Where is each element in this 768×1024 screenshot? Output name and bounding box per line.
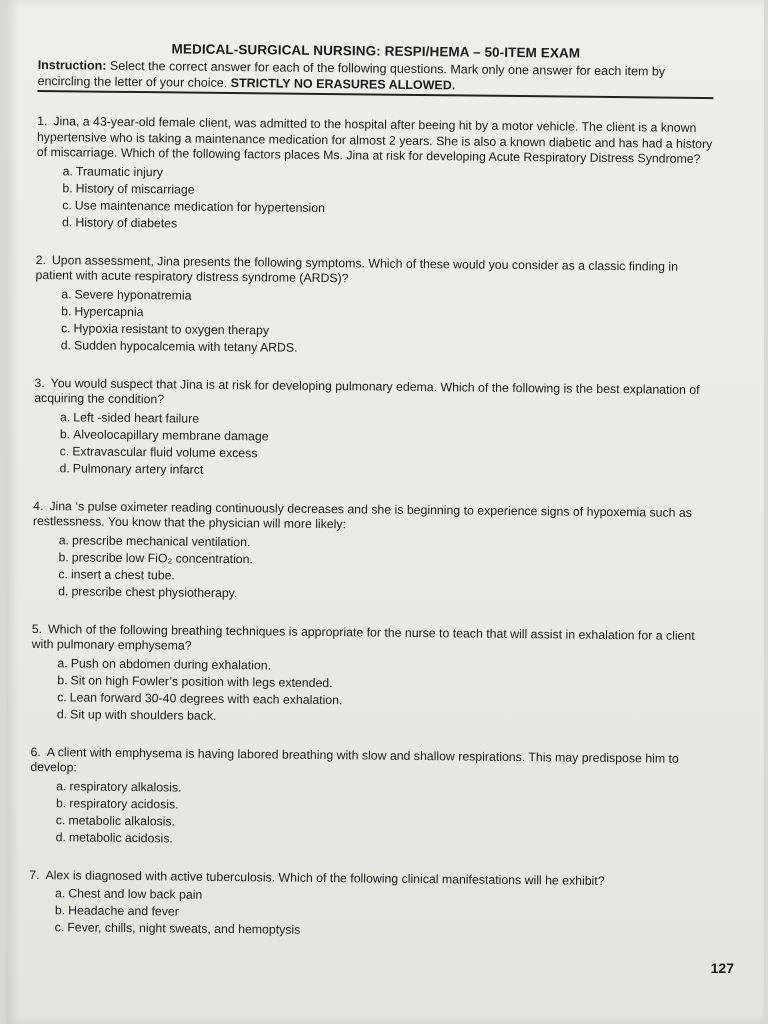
instruction-label: Instruction: <box>37 57 107 73</box>
question-text: Which of the following breathing techniques is appropriate for the nurse to teach that will assist in exhalation for a client with pulmonary emphysema? <box>31 621 695 653</box>
option-letter: a. <box>57 655 68 670</box>
question-stem <box>30 744 706 782</box>
option-text: respiratory alkalosis. <box>69 778 182 795</box>
option-text: Extravascular fluid volume excess <box>72 443 258 460</box>
option-letter: c. <box>62 197 72 212</box>
question-number: 2. <box>35 252 47 267</box>
option-letter: c. <box>58 566 69 581</box>
option-letter: b. <box>55 795 67 810</box>
instruction-emphasis: STRICTLY NO ERASURES ALLOWED. <box>230 76 456 93</box>
question-item <box>29 867 706 943</box>
option-letter: a. <box>54 886 66 901</box>
option-letter: b. <box>61 303 72 318</box>
option-text: insert a chest tube. <box>70 566 175 582</box>
option-letter: b. <box>57 672 68 687</box>
option-letter: a. <box>59 409 71 424</box>
question-text: A client with emphysema is having labored breathing with slow and shallow respirations. This may predispose him to develop: <box>30 744 679 775</box>
option-letter: c. <box>59 443 70 458</box>
option-text: prescribe mechanical ventilation. <box>71 532 251 549</box>
question-stem <box>33 498 709 536</box>
answer-options <box>58 532 709 607</box>
option-text: Lean forward 30-40 degrees with each exhalation. <box>69 689 343 707</box>
exam-page <box>6 0 764 1024</box>
option-letter: d. <box>62 214 73 229</box>
option-text: Use maintenance medication for hypertension <box>74 197 326 215</box>
answer-options <box>59 409 710 484</box>
option-text: Sudden hypocalcemia with tetany ARDS. <box>74 337 298 355</box>
option-letter: d. <box>59 460 70 475</box>
option-text: Left -sided heart failure <box>73 409 200 426</box>
question-text: Jina ‘s pulse oximeter reading continuously decreases and she is beginning to experience signs of hypoxemia such as restlessness. You know that the physician will more likely: <box>32 498 692 532</box>
answer-options <box>61 286 712 361</box>
exam-content <box>29 40 714 943</box>
question-number: 4. <box>33 498 44 513</box>
question-number: 1. <box>37 113 48 129</box>
option-letter: d. <box>56 706 68 721</box>
option-text: Alveolocapillary membrane damage <box>73 426 269 443</box>
question-text: Alex is diagnosed with active tuberculosis. Which of the following clinical manifestations will he exhibit? <box>45 867 605 888</box>
option-text: Sit on high Fowler’s position with legs extended. <box>70 672 333 690</box>
question-item <box>36 114 713 238</box>
option-letter: d. <box>55 829 66 844</box>
option-letter: b. <box>58 549 69 564</box>
option-letter: b. <box>59 426 71 441</box>
option-text: Hypercapnia <box>74 303 144 319</box>
question-number: 7. <box>29 867 40 882</box>
question-stem <box>37 114 713 168</box>
option-text: Chest and low back pain <box>68 886 203 902</box>
question-text: You would suspect that Jina is at risk for developing pulmonary edema. Which of the following is the best explanation of acquiring the condition? <box>34 375 700 407</box>
instruction-text: Select the correct answer for each of the following questions. Mark only one answer for each item by encircling the letter of your choice. <box>37 58 666 91</box>
option-letter: c. <box>60 320 71 335</box>
question-number: 6. <box>30 744 41 759</box>
question-item <box>30 744 707 852</box>
option-letter: c. <box>54 920 65 935</box>
option-text: respiratory acidosis. <box>69 795 179 812</box>
option-text: Severe hyponatremia <box>74 286 192 303</box>
option-letter: d. <box>58 583 69 598</box>
option-letter: b. <box>62 180 73 195</box>
answer-options <box>62 163 713 238</box>
question-stem <box>35 252 711 290</box>
option-text: Pulmonary artery infarct <box>72 460 204 477</box>
question-list <box>29 114 714 943</box>
question-number: 3. <box>34 375 45 390</box>
option-text: metabolic acidosis. <box>68 829 173 845</box>
option-text: Traumatic injury <box>75 163 163 179</box>
exam-title: MEDICAL-SURGICAL NURSING: RESPI/HEMA – 50-ITEM EXAM <box>171 41 581 61</box>
option-letter: a. <box>61 286 72 301</box>
question-item <box>32 498 709 606</box>
question-stem <box>32 621 708 659</box>
answer-options <box>55 885 705 943</box>
option-letter: a. <box>58 532 70 547</box>
option-text: Headache and fever <box>68 903 179 919</box>
question-item <box>35 252 712 360</box>
option-text: History of diabetes <box>75 214 178 230</box>
option-letter: c. <box>57 689 67 704</box>
option-letter: d. <box>60 337 72 352</box>
option-text: Sit up with shoulders back. <box>70 706 217 723</box>
question-item <box>31 621 708 729</box>
option-text: History of miscarriage <box>75 180 195 197</box>
option-text: Push on abdomen during exhalation. <box>70 655 272 672</box>
question-text: Upon assessment, Jina presents the following symptoms. Which of these would you consider as a classic finding in patient with acute respiratory distress syndrome (ARDS)? <box>35 252 679 286</box>
option-text: Fever, chills, night sweats, and hemoptysis <box>67 920 301 937</box>
option-letter: a. <box>56 778 67 793</box>
question-item <box>33 375 710 483</box>
option-letter: a. <box>62 163 73 178</box>
option-letter: b. <box>54 903 66 918</box>
question-text: Jina, a 43-year-old female client, was admitted to the hospital after beeing hit by a motor vehicle. The client is a known hypertensive who is taking a maintenance medication for almost 2 years. She is also a known diabetic and has had a history of miscarriage. Which of the following factors places Ms. Jina at risk for developing Acute Respiratory Distress Syndrome? <box>36 114 713 166</box>
question-number: 5. <box>31 621 43 636</box>
option-text: Hypoxia resistant to oxygen therapy <box>73 320 270 337</box>
answer-options <box>56 778 707 853</box>
answer-options <box>57 655 708 730</box>
page-number: 127 <box>710 960 734 976</box>
option-text: prescribe low FiO₂ concentration. <box>71 549 254 566</box>
option-letter: c. <box>55 812 66 827</box>
option-text: prescribe chest physiotherapy. <box>71 583 238 600</box>
option-text: metabolic alkalosis. <box>68 812 176 828</box>
question-stem <box>34 375 710 413</box>
